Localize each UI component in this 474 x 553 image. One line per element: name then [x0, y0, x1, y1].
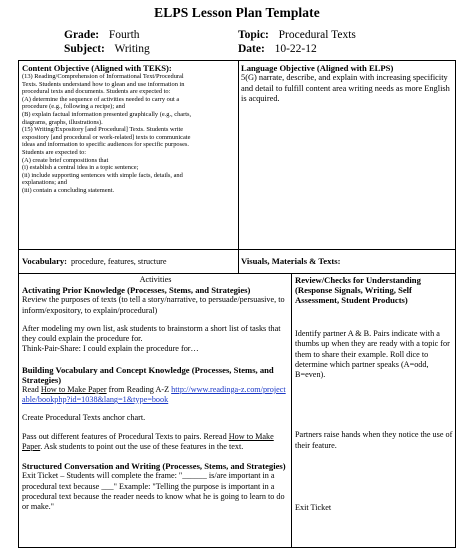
review-text: Identify partner A & B. Pairs indicate with a thumbs up when they are ready with a topic for them to share their example. Roll dice to determine which partner speaks (A=odd, B=even). [295, 329, 450, 380]
content-objective-line: diagrams, graphs, illustrations). [22, 118, 103, 126]
activities-text: Think-Pair-Share: I could explain the procedure for… [22, 344, 199, 354]
date-value: 10-22-12 [274, 43, 317, 55]
visuals-cell [241, 251, 451, 273]
content-objective-line: (A) create brief compositions that [22, 156, 109, 164]
activities-heading: Activities [139, 275, 172, 284]
divider [291, 273, 292, 547]
grade-row [64, 28, 140, 42]
content-objective-line: procedural texts and documents. Students are expected to: [22, 88, 171, 96]
review-cell [295, 275, 453, 546]
content-objective-line: ideas and information to specific audiences for specific purposes. [22, 141, 189, 149]
divider [19, 273, 455, 274]
content-objective-line: expository [and procedural or work-related] texts to communicate [22, 133, 191, 141]
topic-value: Procedural Texts [278, 29, 356, 41]
content-objective-line: procedure (e.g., following a recipe); and [22, 103, 125, 111]
page-title: ELPS Lesson Plan Template [154, 5, 320, 20]
language-objective-text: 5(G) narrate, describe, and explain with increasing specificity and detail to fulfill content area writing needs as more English is acquired. [241, 73, 450, 104]
activating-prior-knowledge-title: Activating Prior Knowledge (Processes, Stems, and Strategies) [22, 285, 251, 296]
topic-label: Topic: [238, 29, 269, 41]
date-row [238, 42, 317, 56]
content-objective-heading: Content Objective (Aligned with TEKS): [22, 63, 172, 73]
content-objective-line: (iii) contain a concluding statement. [22, 186, 115, 194]
content-objective-line: (13) Reading/Comprehension of Informational Text/Procedural [22, 73, 184, 80]
language-objective-cell [241, 63, 451, 249]
activities-text: After modeling my own list, ask students to brainstorm a short list of tasks that they could explain the procedure for. [22, 323, 281, 344]
subject-row [64, 42, 150, 56]
date-label: Date: [238, 43, 265, 55]
grade-value: Fourth [108, 29, 140, 41]
vocabulary-cell [22, 251, 236, 273]
subject-value: Writing [114, 43, 150, 55]
activities-cell [22, 275, 289, 546]
content-objective-line: (i) establish a central idea in a topic sentence; [22, 164, 139, 172]
content-objective-line: (B) explain factual information presented graphically (e.g., charts, [22, 110, 192, 118]
activities-text: Review the purposes of texts (to tell a story/narrative, to persuade/persuasive, to inform/expository, to explain/procedural) [22, 295, 285, 315]
divider [238, 61, 239, 273]
lesson-plan-table [18, 60, 456, 548]
vocabulary-value: procedure, features, structure [71, 257, 167, 266]
text-fragment: . Ask students to point out the use of these features in the text. [40, 441, 244, 451]
book-title: How to Make Paper [40, 384, 107, 394]
review-heading: Review/Checks for Understanding (Response Signals, Writing, Self Assessment, Student Products) [295, 275, 421, 305]
content-objective-line: Students are expected to: [22, 148, 87, 156]
text-fragment: from Reading A-Z [106, 384, 172, 394]
activities-text [22, 385, 289, 406]
divider [19, 249, 455, 250]
content-objective-text [22, 73, 236, 195]
text-fragment: Read [22, 384, 41, 394]
content-objective-line: (A) determine the sequence of activities needed to carry out a [22, 95, 180, 103]
vocabulary-label: Vocabulary: [22, 256, 68, 266]
activities-text [22, 432, 289, 453]
visuals-label: Visuals, Materials & Texts: [241, 256, 341, 266]
activities-text: Create Procedural Texts anchor chart. [22, 413, 146, 423]
content-objective-line: (15) Writing/Expository [and Procedural] Texts. Students write [22, 126, 184, 134]
readinga-z-link[interactable]: http://www.readinga-z.com/projectable/bookphp?id=1038&lang=1&type=book [22, 384, 286, 405]
text-fragment: Pass out different features of Procedural Texts to pairs. Reread [22, 431, 229, 441]
subject-label: Subject: [64, 43, 105, 55]
building-vocabulary-title: Building Vocabulary and Concept Knowledge (Processes, Stems, and Strategies) [22, 364, 274, 385]
activities-text: Exit Ticket – Students will complete the frame: "______ is/are important in a procedural text because ___" Example: "Telling the purpose is important in a procedural text because the reader needs to know what he is going to learn to do or make." [22, 471, 285, 512]
content-objective-line: (ii) include supporting sentences with simple facts, details, and [22, 171, 183, 179]
content-objective-line: explanations; and [22, 179, 67, 187]
structured-conversation-title: Structured Conversation and Writing (Processes, Stems, and Strategies) [22, 461, 286, 472]
content-objective-line: Texts. Students understand how to glean and use information in [22, 80, 185, 88]
book-title: How to Make Paper [22, 431, 274, 451]
topic-row [238, 28, 356, 42]
review-text: Exit Ticket [295, 503, 332, 513]
grade-label: Grade: [64, 29, 100, 41]
language-objective-heading: Language Objective (Aligned with ELPS) [241, 63, 394, 73]
review-text: Partners raise hands when they notice the use of their feature. [295, 430, 453, 450]
content-objective-cell [22, 63, 236, 249]
